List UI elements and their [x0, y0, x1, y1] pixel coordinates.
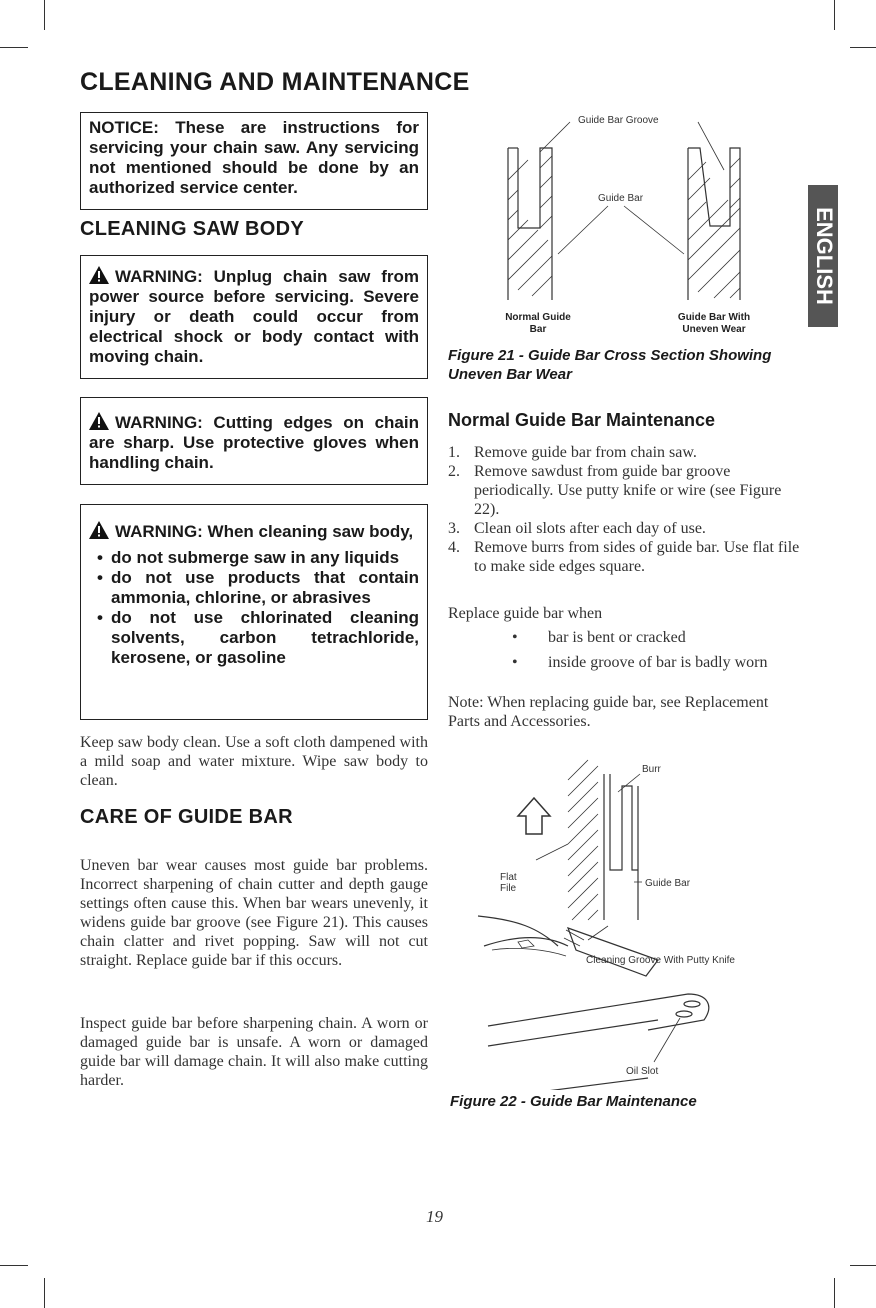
- notice-text: NOTICE: These are instructions for servicing your chain saw. Any servicing not mentioned should be done by an authorized service center.: [89, 118, 419, 197]
- figure-22-diagram: [448, 750, 808, 1090]
- warning-cutting-edges: [89, 412, 419, 473]
- figure-21-diagram: [448, 108, 808, 340]
- cleaning-saw-body-heading: CLEANING SAW BODY: [80, 218, 304, 240]
- fig21-label-groove: Guide Bar Groove: [578, 115, 659, 126]
- fig22-label-flat-file: Flat File: [500, 872, 517, 894]
- warning-triangle-icon: [89, 412, 109, 430]
- warning-triangle-icon: [89, 521, 109, 539]
- crop-mark: [0, 47, 28, 48]
- crop-mark: [834, 0, 835, 30]
- notice-box: [80, 112, 428, 210]
- normal-maintenance-heading: Normal Guide Bar Maintenance: [448, 410, 716, 430]
- language-tab: [808, 185, 838, 327]
- crop-mark: [44, 1278, 45, 1308]
- warning-unplug: [89, 266, 419, 367]
- fig22-label-guide-bar: Guide Bar: [645, 878, 691, 889]
- list-item: • bar is bent or cracked: [512, 629, 686, 646]
- list-item: 4. Remove burrs from sides of guide bar. Use flat file to make side edges square.: [448, 539, 800, 575]
- list-item: 1. Remove guide bar from chain saw.: [448, 444, 697, 461]
- warning-cutting-edges-text: WARNING: Cutting edges on chain are sharp. Use protective gloves when handling chain.: [89, 413, 419, 472]
- fig22-label-oil-slot: Oil Slot: [626, 1066, 659, 1077]
- crop-mark: [0, 1265, 28, 1266]
- fig22-label-burr: Burr: [642, 764, 661, 775]
- language-tab-text: [808, 185, 838, 327]
- list-item: • do not use products that contain ammonia, chlorine, or abrasives: [97, 568, 419, 607]
- warning-cleaning-list: [89, 548, 419, 668]
- crop-mark: [834, 1278, 835, 1308]
- replacement-note: Note: When replacing guide bar, see Replacement Parts and Accessories.: [448, 694, 769, 730]
- page-number: 19: [426, 1207, 443, 1226]
- guide-bar-paragraph-1: Uneven bar wear causes most guide bar problems. Incorrect sharpening of chain cutter and depth gauge settings often cause this. When bar wears unevenly, it widens guide bar groove (see Figure 21). This causes chain clatter and rivet popping. Saw will not cut straight. Replace guide bar if this occurs.: [80, 857, 428, 969]
- crop-mark: [850, 47, 876, 48]
- list-item: 2. Remove sawdust from guide bar groove periodically. Use putty knife or wire (see Figure 22).: [448, 463, 782, 518]
- crop-mark: [850, 1265, 876, 1266]
- page-title: CLEANING AND MAINTENANCE: [80, 68, 470, 96]
- replace-list: [512, 628, 812, 672]
- care-of-guide-bar-heading: CARE OF GUIDE BAR: [80, 806, 293, 828]
- warning-cleaning-text: WARNING: When cleaning saw body,: [115, 522, 414, 541]
- warning-triangle-icon: [89, 266, 109, 284]
- list-item: • inside groove of bar is badly worn: [512, 654, 768, 671]
- warning-cleaning: [89, 521, 419, 542]
- list-item: • do not use chlorinated cleaning solvents, carbon tetrachloride, kerosene, or gasoline: [97, 608, 419, 667]
- figure-21-caption: Figure 21 - Guide Bar Cross Section Showing Uneven Bar Wear: [448, 347, 772, 383]
- replace-intro: Replace guide bar when: [448, 605, 603, 622]
- fig22-label-cleaning: Cleaning Groove With Putty Knife: [586, 955, 735, 966]
- list-item: 3. Clean oil slots after each day of use.: [448, 520, 706, 537]
- list-item: • do not submerge saw in any liquids: [97, 548, 400, 567]
- saw-body-paragraph: Keep saw body clean. Use a soft cloth dampened with a mild soap and water mixture. Wipe saw body to clean.: [80, 734, 428, 789]
- fig21-label-bar: Guide Bar: [598, 193, 644, 204]
- fig21-label-normal: Normal Guide Bar: [505, 312, 571, 335]
- fig21-label-uneven: Guide Bar With Uneven Wear: [677, 312, 751, 335]
- figure-22-caption: Figure 22 - Guide Bar Maintenance: [450, 1093, 697, 1110]
- warning-box-cutting-edges: [80, 397, 428, 485]
- crop-mark: [44, 0, 45, 30]
- svg-text:ENGLISH: ENGLISH: [812, 207, 838, 305]
- warning-unplug-text: WARNING: Unplug chain saw from power source before servicing. Severe injury or death could occur from electrical shock or body contact with moving chain.: [89, 267, 419, 366]
- guide-bar-paragraph-2: Inspect guide bar before sharpening chain. A worn or damaged guide bar is unsafe. A worn or damaged guide bar will damage chain. It will also make cutting harder.: [80, 1015, 428, 1089]
- warning-box-unplug: [80, 255, 428, 379]
- maintenance-steps: [448, 443, 804, 576]
- warning-box-cleaning: [80, 504, 428, 720]
